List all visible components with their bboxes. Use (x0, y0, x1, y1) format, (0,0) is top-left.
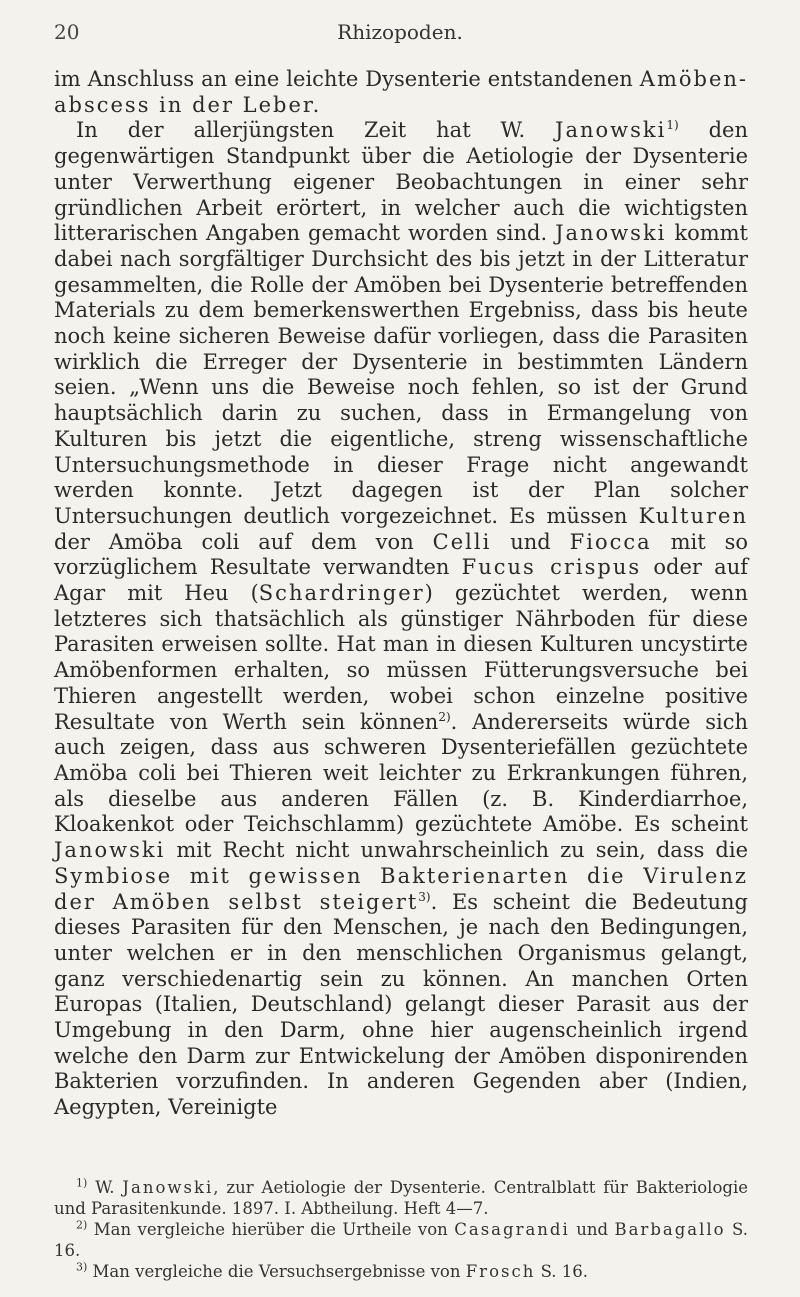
text-run: oder auf Agar mit Heu ( (54, 555, 748, 606)
footnote-reference: 2) (438, 709, 451, 724)
spaced-emphasis: Amöben-abscess in der Leber. (54, 67, 748, 117)
text-run: im Anschluss an eine leichte Dysenterie entstandenen (54, 67, 640, 91)
text-run: . Es scheint die Bedeutung dieses Parasiten für den Menschen, je nach den Bedingungen, unter welchen er in den menschlichen Organismus gelangt, ganz verschiedenartig sein zu können. An manchen Orten Europas (Italien, Deutschland) gelangt dieser Parasit aus der Umgebung in den Darm, ohne hier augenscheinlich irgend welche den Darm zur Entwickelung der Amöben disponirenden Bakterien vorzufinden. In anderen Gegenden aber (Indien, Aegypten, Vereinigte (54, 889, 748, 1120)
body-text (54, 67, 748, 1121)
text-run: der Amöba coli auf dem von (54, 529, 433, 554)
text-run: und (491, 529, 570, 554)
paragraph-1 (54, 67, 748, 118)
text-run: ) gezüchtet werden, wenn letzteres sich thatsächlich als günstiger Nährboden für diese Parasiten erweisen sollte. Hat man in diesen Kulturen uncystirte Amöbenformen erhalten, so müssen Fütterungsversuche bei Thieren angestellt werden, wobei schon einzelne positive Resultate von Werth sein können (54, 581, 748, 734)
spaced-emphasis: Frosch (465, 1262, 536, 1281)
spaced-emphasis: Janowski (555, 221, 667, 246)
text-run: In der allerjüngsten Zeit hat W. (76, 118, 556, 143)
text-run: mit Recht nicht unwahrscheinlich zu sein, dass die (165, 838, 748, 863)
text-run: S. 16. (535, 1262, 589, 1281)
footnote-marker: 2) (76, 1218, 88, 1232)
spaced-emphasis: Janowski (555, 118, 667, 143)
spaced-emphasis: Casagrandi (454, 1220, 570, 1239)
text-run: S. 16. (54, 1220, 749, 1260)
text-run: Man vergleiche hierüber die Urtheile von (87, 1220, 455, 1239)
spaced-emphasis: Janowski (122, 1178, 214, 1197)
spaced-emphasis: Symbiose mit gewissen Bakterienarten die Virulenz der Amöben selbst steigert (54, 863, 748, 914)
footnote-reference: 1) (666, 118, 679, 133)
running-title: Rhizopoden. (337, 20, 463, 44)
spaced-emphasis: Fiocca (569, 529, 652, 554)
page-number: 20 (54, 20, 80, 44)
text-run: kommt dabei nach sorgfältiger Durchsicht des bis jetzt in der Litteratur gesammelten, die Rolle der Amöben bei Dysenterie betreffenden Materials zu dem bemerkenswerthen Ergebniss, dass bis heute noch keine sicheren Beweise dafür vorliegen, dass die Parasiten wirklich die Erreger der Dysenterie in bestimmten Ländern seien. „Wenn uns die Beweise noch fehlen, so ist der Grund hauptsächlich darin zu suchen, dass in Ermangelung von Kulturen bis jetzt die eigentliche, streng wissenschaftliche Untersuchungsmethode in dieser Frage nicht angewandt werden konnte. Jetzt dagegen ist der Plan solcher Untersuchungen deutlich vorgezeichnet. Es müssen (54, 221, 748, 528)
text-run: W. (87, 1178, 123, 1197)
footnote-marker: 3) (76, 1260, 88, 1274)
text-run: und (569, 1220, 615, 1239)
text-run: den gegenwärtigen Standpunkt über die Aetiologie der Dysenterie unter Verwerthung eigener Beobachtungen in einer sehr gründlichen Arbeit erörtert, in welcher auch die wichtigsten litterarischen Angaben gemacht worden sind. (54, 118, 748, 246)
footnote-marker: 1) (76, 1176, 88, 1190)
spaced-emphasis: Barbagallo (614, 1220, 726, 1239)
paragraph-2 (54, 118, 748, 1120)
text-run: . Andererseits würde sich auch zeigen, dass aus schweren Dysenteriefällen gezüchtete Amöba coli bei Thieren weit leichter zu Erkrankungen führen, als dieselbe aus anderen Fällen (z. B. Kinderdiarrhoe, Kloakenkot oder Teichschlamm) gezüchtete Amöbe. Es scheint (54, 709, 749, 837)
footnotes (54, 1177, 748, 1282)
text-run: , zur Aetiologie der Dysenterie. Centralblatt für Bakteriologie und Parasitenkunde. 1897. I. Abtheilung. Heft 4—7. (54, 1178, 748, 1218)
spaced-emphasis: Celli (432, 529, 492, 554)
footnote-3 (54, 1261, 748, 1282)
spaced-emphasis: Janowski (54, 838, 166, 863)
footnote-1 (54, 1177, 748, 1219)
text-run: mit so vorzüglichem Resultate verwandten (54, 529, 749, 580)
footnote-reference: 3) (418, 889, 431, 904)
footnote-2 (54, 1219, 748, 1261)
spaced-emphasis: Schardringer (258, 581, 425, 606)
spaced-emphasis: Fucus crispus (461, 555, 642, 580)
text-run: Man vergleiche die Versuchsergebnisse von (87, 1262, 466, 1281)
spaced-emphasis: Kulturen (638, 503, 748, 528)
page-header (0, 16, 800, 50)
